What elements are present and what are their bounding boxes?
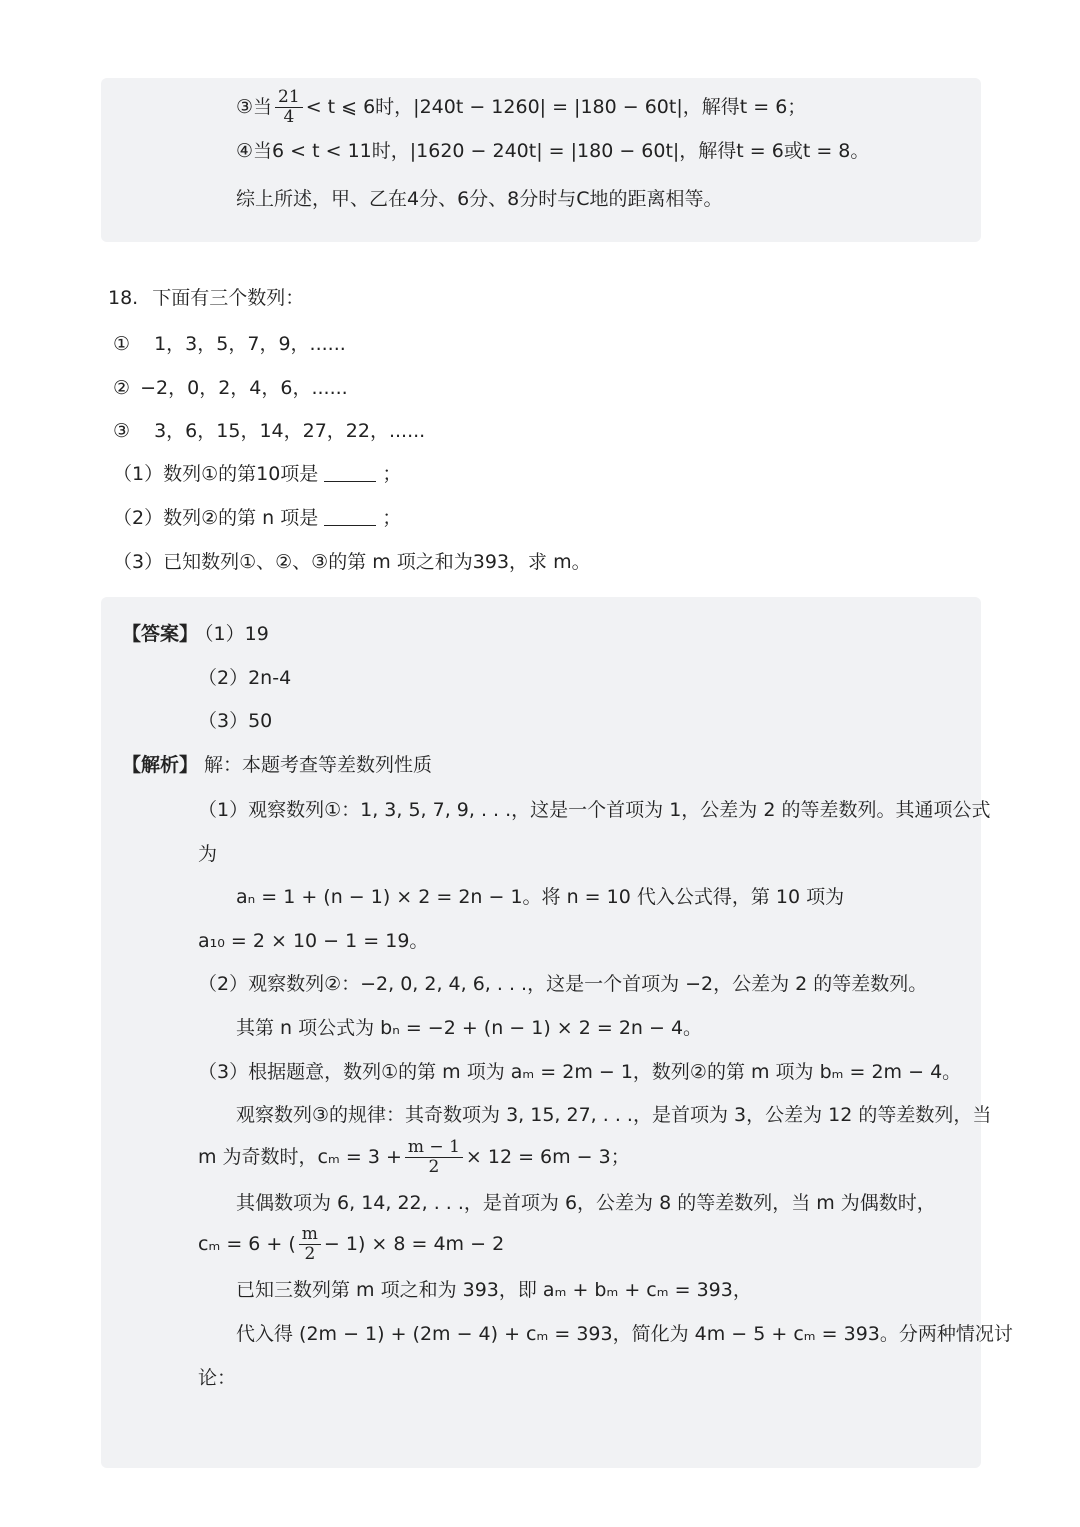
analysis-label: 【解析】 <box>122 754 199 776</box>
answer-3: （3）50 <box>198 710 273 732</box>
part-1-end: ； <box>382 463 402 485</box>
analysis-line: （2）观察数列②：−2, 0, 2, 4, 6, . . .，这是一个首项为 −2，公差为 2 的等差数列。 <box>198 973 928 995</box>
fraction-numerator: m <box>299 1225 321 1245</box>
sequence-1 <box>113 332 346 356</box>
sequence-1-text: 1，3，5，7，9，...... <box>154 333 346 355</box>
fraction-denominator: 2 <box>428 1157 440 1177</box>
answer-label: 【答案】 <box>122 623 199 645</box>
analysis-line: 其偶数项为 6, 14, 22, . . .，是首项为 6，公差为 8 的等差数列，当 m 为偶数时， <box>236 1192 936 1214</box>
question-stem-text: 下面有三个数列： <box>152 287 305 309</box>
fraction-numerator: 21 <box>275 88 303 108</box>
sequence-1-marker: ① <box>113 333 131 355</box>
case-3-line <box>236 88 806 127</box>
sequence-2 <box>113 376 348 400</box>
case-3-fraction <box>275 88 303 127</box>
part-2 <box>113 506 401 530</box>
answer-blank <box>324 507 376 526</box>
sequence-2-text: −2，0，2，4，6，...... <box>140 377 348 399</box>
sequence-3-marker: ③ <box>113 420 131 442</box>
case-4-line: ④当6 < t < 11时，|1620 − 240t| = |180 − 60t|，解得t = 6或t = 8。 <box>236 140 870 162</box>
analysis-line: 其第 n 项公式为 bₙ = −2 + (n − 1) × 2 = 2n − 4。 <box>236 1017 703 1039</box>
analysis-line: 代入得 (2m − 1) + (2m − 4) + cₘ = 393，简化为 4m − 5 + cₘ = 393。分两种情况讨 <box>236 1323 1013 1345</box>
even-case-pre: cₘ = 6 + ( <box>198 1233 296 1255</box>
part-2-text: （2）数列②的第 n 项是 <box>113 507 319 529</box>
even-case-fraction <box>299 1225 321 1264</box>
question-stem <box>108 286 304 310</box>
analysis-line: 已知三数列第 m 项之和为 393，即 aₘ + bₘ + cₘ = 393， <box>236 1279 752 1301</box>
sequence-2-marker: ② <box>113 377 131 399</box>
case-3-label: ③当 <box>236 96 273 118</box>
analysis-line: 论： <box>198 1367 237 1389</box>
part-3: （3）已知数列①、②、③的第 m 项之和为393，求 m。 <box>113 551 591 573</box>
odd-case-post: × 12 = 6m − 3； <box>465 1146 630 1168</box>
analysis-line: aₙ = 1 + (n − 1) × 2 = 2n − 1。将 n = 10 代入公式得，第 10 项为 <box>236 886 845 908</box>
analysis-intro <box>122 753 432 777</box>
sequence-3 <box>113 419 425 443</box>
analysis-line-odd-case <box>198 1138 630 1177</box>
part-1-text: （1）数列①的第10项是 <box>113 463 319 485</box>
answer-line-1 <box>122 622 269 646</box>
part-1 <box>113 462 401 486</box>
fraction-denominator: 4 <box>283 107 295 127</box>
fraction-numerator: m − 1 <box>405 1138 463 1158</box>
answer-1: （1）19 <box>204 623 269 645</box>
fraction-denominator: 2 <box>304 1244 316 1264</box>
odd-case-pre: m 为奇数时，cₘ = 3 + <box>198 1146 402 1168</box>
analysis-line: 为 <box>198 843 218 865</box>
analysis-intro-text: 解：本题考查等差数列性质 <box>204 754 433 776</box>
analysis-line-even-case <box>198 1225 504 1264</box>
part-2-end: ； <box>382 507 402 529</box>
answer-blank <box>324 463 376 482</box>
analysis-line: a₁₀ = 2 × 10 − 1 = 19。 <box>198 930 429 952</box>
case-3-rest: < t ⩽ 6时，|240t − 1260| = |180 − 60t|，解得t = 6； <box>305 96 807 118</box>
odd-case-fraction <box>405 1138 463 1177</box>
sequence-3-text: 3，6，15，14，27，22，...... <box>154 420 426 442</box>
even-case-post: − 1) × 8 = 4m − 2 <box>323 1233 505 1255</box>
analysis-line: （3）根据题意，数列①的第 m 项为 aₘ = 2m − 1，数列②的第 m 项为 bₘ = 2m − 4。 <box>198 1061 962 1083</box>
analysis-line: 观察数列③的规律：其奇数项为 3, 15, 27, . . .，是首项为 3，公差为 12 的等差数列，当 <box>236 1104 992 1126</box>
analysis-line: （1）观察数列①：1, 3, 5, 7, 9, . . .，这是一个首项为 1，公差为 2 的等差数列。其通项公式 <box>198 799 991 821</box>
question-number: 18. <box>108 287 139 309</box>
summary-line: 综上所述，甲、乙在4分、6分、8分时与C地的距离相等。 <box>236 188 723 210</box>
answer-2: （2）2n-4 <box>198 667 292 689</box>
